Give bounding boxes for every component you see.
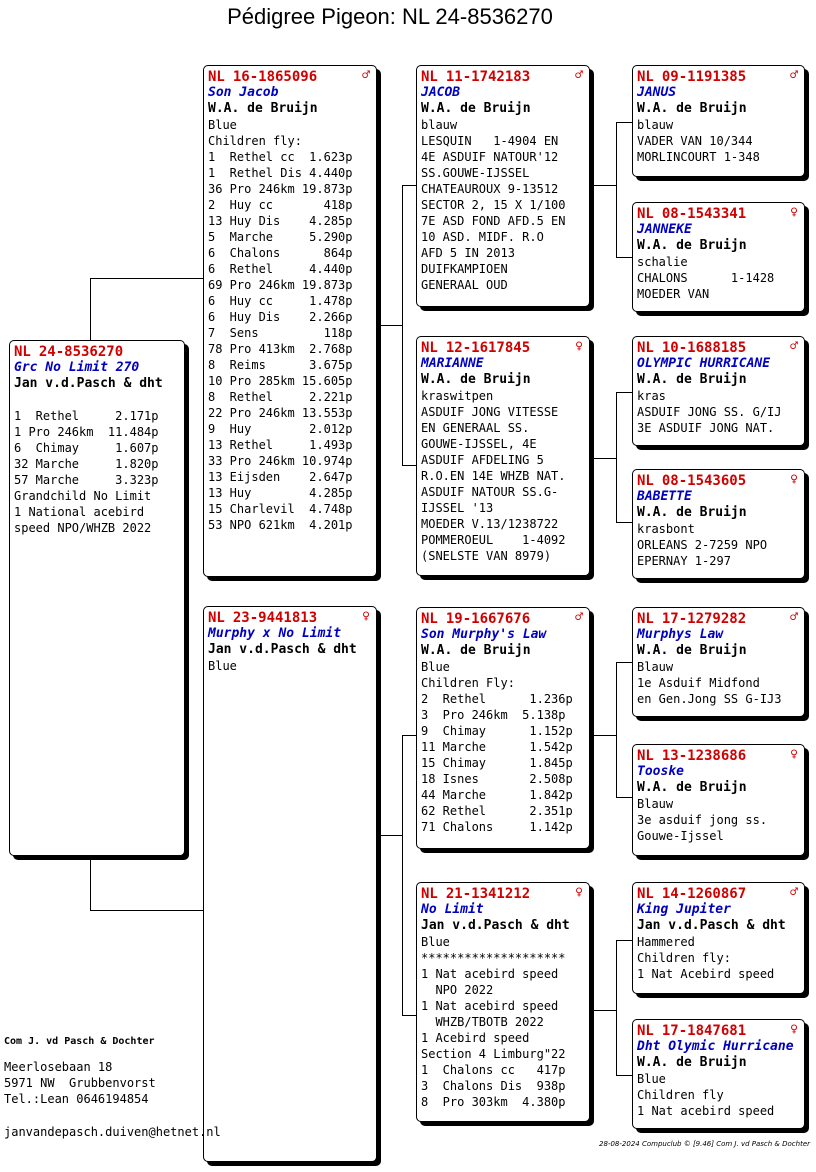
connector (616, 797, 633, 798)
ring-id: 21-1341212 (445, 886, 531, 902)
pigeon-name: Murphy x No Limit (208, 626, 342, 641)
info-line: 44 Marche 1.842p (421, 788, 573, 802)
connector (592, 1010, 616, 1011)
country-code: NL (421, 340, 438, 356)
info-line: 15 Chimay 1.845p (421, 756, 573, 770)
info-line: EPERNAY 1-297 (637, 554, 731, 568)
info-line: CHALONS 1-1428 (637, 271, 775, 285)
info-line: Children fly: (208, 134, 302, 148)
info-line: Gouwe-Ijssel (637, 829, 724, 843)
ring-id: 24-8536270 (38, 344, 124, 360)
card-sire-sire-sire (632, 65, 805, 177)
info-line: IJSSEL '13 (421, 501, 494, 515)
ring-id: 19-1667676 (445, 611, 531, 627)
info-line: 9 Huy 2.012p (208, 422, 353, 436)
info-line: Section 4 Limburg"22 (421, 1047, 566, 1061)
info-line: 2 Rethel 1.236p (421, 692, 573, 706)
breeder-name: Com J. vd Pasch & Dochter (4, 1036, 155, 1047)
info-line: SECTOR 2, 15 X 1/100 (421, 198, 566, 212)
ring-id: 13-1238686 (661, 748, 747, 764)
pigeon-name: JANNEKE (637, 222, 692, 237)
info-line: 6 Huy cc 1.478p (208, 294, 353, 308)
owner-name: W.A. de Bruijn (637, 238, 747, 253)
card-sire-dam-dam (632, 469, 805, 579)
info-line: ASDUIF AFDELING 5 (421, 453, 544, 467)
info-line: 1 Rethel Dis 4.440p (208, 166, 353, 180)
info-line: blauw (637, 118, 674, 132)
ring-number (14, 344, 180, 360)
female-icon: ♀ (790, 205, 798, 220)
info-line: 13 Eijsden 2.647p (208, 470, 353, 484)
info-line: 2 Huy cc 418p (208, 198, 353, 212)
info-line (14, 392, 180, 408)
connector (402, 735, 417, 736)
ring-id: 10-1688185 (661, 340, 747, 356)
info-line: 7 Sens 118p (208, 326, 353, 340)
connector (592, 458, 616, 459)
card-main-pigeon (9, 340, 185, 856)
print-stamp: 28-08-2024 Compuclub © [9.46] Com J. vd Pasch & Dochter (599, 1140, 810, 1148)
pigeon-name: BABETTE (637, 489, 692, 504)
card-sire-sire-dam (632, 202, 805, 312)
info-line: krasbont (637, 522, 695, 536)
pigeon-name: Son Murphy's Law (421, 627, 547, 642)
female-icon: ♀ (790, 1022, 798, 1037)
connector (592, 185, 616, 186)
card-dam-sire-sire (632, 607, 805, 717)
pigeon-name: JACOB (421, 85, 461, 100)
info-line: DUIFKAMPIOEN (421, 262, 508, 276)
ring-number (637, 886, 800, 902)
owner-name: W.A. de Bruijn (208, 101, 318, 116)
info-line: 33 Pro 246km 10.974p (208, 454, 353, 468)
ring-number (637, 340, 800, 356)
ring-id: 23-9441813 (232, 610, 318, 626)
info-line: Hammered (637, 935, 695, 949)
pigeon-name: Grc No Limit 270 (14, 360, 140, 375)
connector (402, 465, 417, 466)
pigeon-name: King Jupiter (637, 902, 731, 917)
info-line: 1 Nat acebird speed (421, 999, 559, 1013)
male-icon: ♂ (575, 68, 583, 83)
info-line: 3E ASDUIF JONG NAT. (637, 421, 775, 435)
owner-name: W.A. de Bruijn (421, 101, 531, 116)
info-line: GOUWE-IJSSEL, 4E (421, 437, 537, 451)
connector (616, 522, 633, 523)
info-line: 69 Pro 246km 19.873p (208, 278, 353, 292)
country-code: NL (208, 69, 225, 85)
info-line: en Gen.Jong SS G-IJ3 (637, 692, 782, 706)
card-dam-sire-dam (632, 744, 805, 856)
card-dam-dam-sire (632, 882, 805, 994)
ring-number (208, 69, 372, 85)
info-line: MOEDER V.13/1238722 (421, 517, 559, 531)
owner-name: W.A. de Bruijn (421, 372, 531, 387)
info-line: NPO 2022 (421, 983, 494, 997)
country-code: NL (14, 344, 31, 360)
connector (378, 325, 402, 326)
info-line: 22 Pro 246km 13.553p (208, 406, 353, 420)
pigeon-name: OLYMPIC HURRICANE (637, 356, 771, 371)
connector (616, 940, 633, 941)
info-line: 1 Rethel cc 1.623p (208, 150, 353, 164)
pigeon-name: JANUS (637, 85, 677, 100)
country-code: NL (637, 206, 654, 222)
connector (402, 185, 417, 186)
ring-id: 17-1847681 (661, 1023, 747, 1039)
info-line: kraswitpen (421, 389, 494, 403)
connector (616, 662, 633, 663)
ring-id: 08-1543605 (661, 473, 747, 489)
breeder-email[interactable]: janvandepasch.duiven@hetnet.nl (4, 1125, 221, 1139)
info-line: GENERAAL OUD (421, 278, 508, 292)
connector (90, 278, 91, 341)
connector (402, 1015, 417, 1016)
info-line: 8 Rethel 2.221p (208, 390, 353, 404)
female-icon: ♀ (790, 747, 798, 762)
pigeon-name: Murphys Law (637, 627, 724, 642)
connector (402, 185, 403, 465)
info-line: 1 Nat Acebird speed (637, 967, 775, 981)
info-line: 53 NPO 621km 4.201p (208, 518, 353, 532)
info-line: kras (637, 389, 666, 403)
country-code: NL (637, 69, 654, 85)
info-line: 13 Huy Dis 4.285p (208, 214, 353, 228)
female-icon: ♀ (790, 472, 798, 487)
info-line: 5 Marche 5.290p (208, 230, 353, 244)
info-line: 6 Rethel 4.440p (208, 262, 353, 276)
info-line: 8 Reims 3.675p (208, 358, 353, 372)
info-line: 62 Rethel 2.351p (421, 804, 573, 818)
info-line: 71 Chalons 1.142p (421, 820, 573, 834)
info-line: LESQUIN 1-4904 EN (421, 134, 559, 148)
ring-id: 08-1543341 (661, 206, 747, 222)
info-line: schalie (637, 255, 688, 269)
ring-number (421, 611, 585, 627)
owner-name: Jan v.d.Pasch & dht (14, 376, 163, 391)
female-icon: ♀ (575, 885, 583, 900)
info-line: Blue (208, 659, 237, 673)
info-line: 3e asduif jong ss. (637, 813, 768, 827)
info-line: 57 Marche 3.323p (14, 473, 159, 487)
ring-number (637, 473, 800, 489)
info-line: ******************** (421, 951, 566, 965)
info-line: MORLINCOURT 1-348 (637, 150, 760, 164)
ring-id: 11-1742183 (445, 69, 531, 85)
ring-number (637, 748, 800, 764)
ring-id: 12-1617845 (445, 340, 531, 356)
pigeon-name: Dht Olymic Hurricane (637, 1039, 794, 1054)
connector (90, 910, 205, 911)
pigeon-name: Son Jacob (208, 85, 279, 100)
info-line: 1 Chalons cc 417p (421, 1063, 566, 1077)
connector (616, 1075, 633, 1076)
connector (402, 735, 403, 1015)
owner-name: W.A. de Bruijn (637, 1055, 747, 1070)
info-line: speed NPO/WHZB 2022 (14, 521, 152, 535)
info-line: MOEDER VAN (637, 287, 710, 301)
info-line: 1 National acebird (14, 505, 145, 519)
country-code: NL (637, 1023, 654, 1039)
info-line: 4E ASDUIF NATOUR'12 (421, 150, 559, 164)
owner-name: W.A. de Bruijn (637, 372, 747, 387)
owner-name: W.A. de Bruijn (637, 780, 747, 795)
info-line: 1 Nat acebird speed (637, 1104, 775, 1118)
breeder-city: 5971 NW Grubbenvorst (4, 1076, 156, 1090)
info-line: (SNELSTE VAN 8979) (421, 549, 552, 563)
info-line: ASDUIF NATOUR SS.G- (421, 485, 559, 499)
breeder-phone: Tel.:Lean 0646194854 (4, 1092, 149, 1106)
country-code: NL (637, 473, 654, 489)
info-line: 13 Rethel 1.493p (208, 438, 353, 452)
info-line: 13 Huy 4.285p (208, 486, 353, 500)
ring-number (421, 69, 585, 85)
info-line: ASDUIF JONG SS. G/IJ (637, 405, 782, 419)
info-line: 10 Pro 285km 15.605p (208, 374, 353, 388)
info-line: 6 Huy Dis 2.266p (208, 310, 353, 324)
ring-number (421, 340, 585, 356)
female-icon: ♀ (362, 609, 370, 624)
owner-name: W.A. de Bruijn (637, 101, 747, 116)
info-line: AFD 5 IN 2013 (421, 246, 515, 260)
info-line: 32 Marche 1.820p (14, 457, 159, 471)
info-line: 8 Pro 303km 4.380p (421, 1095, 566, 1109)
info-line: Blue (637, 1072, 666, 1086)
info-line: 3 Pro 246km 5.138p (421, 708, 566, 722)
info-line: Grandchild No Limit (14, 489, 152, 503)
info-line: 1 Acebird speed (421, 1031, 530, 1045)
breeder-street: Meerlosebaan 18 (4, 1060, 113, 1074)
male-icon: ♂ (790, 610, 798, 625)
male-icon: ♂ (790, 68, 798, 83)
ring-id: 17-1279282 (661, 611, 747, 627)
owner-name: Jan v.d.Pasch & dht (637, 918, 786, 933)
connector (616, 392, 633, 393)
info-line: SS.GOUWE-IJSSEL (421, 166, 530, 180)
ring-id: 14-1260867 (661, 886, 747, 902)
female-icon: ♀ (575, 339, 583, 354)
card-dam-sire (416, 607, 590, 849)
card-dam-dam-dam (632, 1019, 805, 1129)
card-sire-sire (416, 65, 590, 307)
ring-number (637, 611, 800, 627)
owner-name: Jan v.d.Pasch & dht (421, 918, 570, 933)
info-line: Children fly (637, 1088, 724, 1102)
country-code: NL (637, 611, 654, 627)
ring-number (421, 886, 585, 902)
info-line: 11 Marche 1.542p (421, 740, 573, 754)
ring-id: 09-1191385 (661, 69, 747, 85)
info-line: ASDUIF JONG VITESSE (421, 405, 559, 419)
connector (90, 855, 91, 910)
connector (616, 392, 617, 522)
info-line: Children Fly: (421, 676, 515, 690)
connector (616, 662, 617, 797)
info-line: EN GENERAAL SS. (421, 421, 530, 435)
info-line: Blue (208, 118, 237, 132)
pigeon-name: Tooske (637, 764, 684, 779)
male-icon: ♂ (790, 339, 798, 354)
info-line: 1e Asduif Midfond (637, 676, 760, 690)
male-icon: ♂ (362, 68, 370, 83)
info-line: ORLEANS 2-7259 NPO (637, 538, 768, 552)
info-line: 9 Chimay 1.152p (421, 724, 573, 738)
connector (616, 122, 617, 257)
country-code: NL (637, 748, 654, 764)
info-line: WHZB/TBOTB 2022 (421, 1015, 544, 1029)
ring-number (637, 1023, 800, 1039)
card-sire (203, 65, 377, 577)
owner-name: W.A. de Bruijn (637, 505, 747, 520)
connector (378, 835, 402, 836)
male-icon: ♂ (790, 885, 798, 900)
owner-name: W.A. de Bruijn (637, 643, 747, 658)
connector (616, 257, 633, 258)
country-code: NL (208, 610, 225, 626)
country-code: NL (421, 69, 438, 85)
info-line: CHATEAUROUX 9-13512 (421, 182, 559, 196)
male-icon: ♂ (575, 610, 583, 625)
info-line: Blue (421, 660, 450, 674)
info-line: 6 Chalons 864p (208, 246, 353, 260)
pigeon-name: MARIANNE (421, 356, 484, 371)
country-code: NL (637, 340, 654, 356)
pigeon-name: No Limit (421, 902, 484, 917)
ring-id: 16-1865096 (232, 69, 318, 85)
info-line: 6 Chimay 1.607p (14, 441, 159, 455)
connector (616, 122, 633, 123)
info-line: 78 Pro 413km 2.768p (208, 342, 353, 356)
owner-name: W.A. de Bruijn (421, 643, 531, 658)
info-line: Children fly: (637, 951, 731, 965)
card-sire-dam-sire (632, 336, 805, 446)
owner-name: Jan v.d.Pasch & dht (208, 642, 357, 657)
info-line: Blauw (637, 660, 674, 674)
info-line: 18 Isnes 2.508p (421, 772, 573, 786)
info-line: 1 Pro 246km 11.484p (14, 425, 159, 439)
ring-number (637, 69, 800, 85)
card-dam (203, 606, 377, 1162)
info-line: Blauw (637, 797, 674, 811)
country-code: NL (421, 611, 438, 627)
country-code: NL (637, 886, 654, 902)
info-line: POMMEROEUL 1-4092 (421, 533, 566, 547)
ring-number (637, 206, 800, 222)
connector (90, 278, 205, 279)
ring-number (208, 610, 372, 626)
info-line: VADER VAN 10/344 (637, 134, 753, 148)
info-line: 7E ASD FOND AFD.5 EN (421, 214, 566, 228)
card-sire-dam (416, 336, 590, 576)
info-line: 1 Nat acebird speed (421, 967, 559, 981)
info-line: R.O.EN 14E WHZB NAT. (421, 469, 566, 483)
card-dam-dam (416, 882, 590, 1122)
connector (616, 940, 617, 1075)
info-line: 3 Chalons Dis 938p (421, 1079, 566, 1093)
info-line: 1 Rethel 2.171p (14, 409, 159, 423)
info-line: 36 Pro 246km 19.873p (208, 182, 353, 196)
page-title: Pédigree Pigeon: NL 24-8536270 (227, 4, 553, 29)
info-line: blauw (421, 118, 458, 132)
info-line: Blue (421, 935, 450, 949)
country-code: NL (421, 886, 438, 902)
info-line: 10 ASD. MIDF. R.O (421, 230, 544, 244)
info-line: 15 Charlevil 4.748p (208, 502, 353, 516)
connector (592, 735, 616, 736)
